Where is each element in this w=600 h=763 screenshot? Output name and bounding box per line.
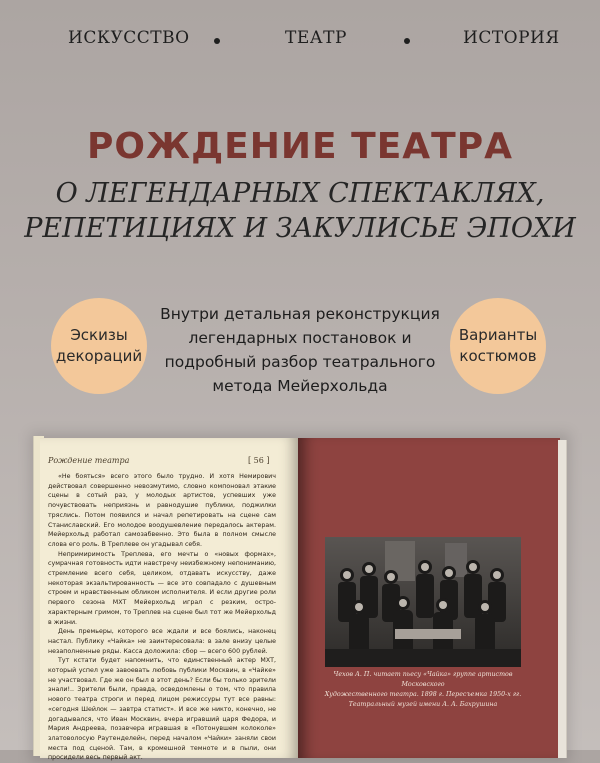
page-number: [ 56 ] — [248, 456, 270, 465]
book-right-edge — [558, 440, 567, 758]
paragraph: Непримиримость Треплева, его мечты о «новых формах», сумрачная готовность идти навстречу неизбежному непониманию, стремление всего себя, целиком, отдавать искусству, даже некоторая экзальтированность — все это совпадало с душевным строем и нравственным обликом исполнителя. И если другие роли первого сезона МХТ Мейерхольд играл с резким, остро-характерным гримом, то Треплев на сцене был тот же Мейерхольд в жизни. — [48, 550, 276, 626]
photo-caption — [322, 670, 524, 710]
description — [160, 302, 440, 398]
badge-line: Варианты — [458, 326, 538, 344]
description-line: подробный разбор театрального — [164, 353, 436, 371]
caption-line: Художественного театра. 1898 г. Пересъемка 1950-х гг. — [324, 691, 522, 698]
description-line: легендарных постановок и — [188, 329, 412, 347]
badge-line: декораций — [55, 347, 143, 365]
paragraph: Тут кстати будет напомнить, что единственный актер МХТ, который успел уже завоевать любовь публики Москвин, в «Чайке» не участвовал. Где же он был в этот день? Если бы только зрители знали!.. Зрители были, правда, осведомлены о том, что правила нового театра строги и перед лицом режиссуры тут все равны: «сегодня Шейлок — завтра статист». И все же никто, конечно, не догадывался, что Иван Москвин, вчера игравший царя Федора, и Мария Андреева, позавчера игравшая в «Потонувшем колоколе» златоволосую Раутенделейн, перед началом «Чайки» заняли свои места под сценой. Там, в кромешной темноте и в пыли, они просидели весь первый акт. — [48, 657, 276, 762]
book-body-text — [48, 472, 276, 763]
nav-item-art[interactable]: ИСКУССТВО — [68, 28, 190, 48]
description-line: метода Мейерхольда — [212, 377, 388, 395]
nav-item-theatre[interactable]: ТЕАТР — [285, 28, 347, 48]
nav-item-history[interactable]: ИСТОРИЯ — [463, 28, 560, 48]
running-header: Рождение театра — [48, 456, 130, 465]
photo-illustration — [325, 537, 521, 667]
badge-set-sketches — [51, 298, 147, 394]
description-line: Внутри детальная реконструкция — [160, 305, 440, 323]
historical-group-photo — [325, 537, 521, 667]
page-title: РОЖДЕНИЕ ТЕАТРА — [87, 126, 513, 167]
badge-line: костюмов — [459, 347, 537, 365]
badge-line: Эскизы — [70, 326, 128, 344]
nav-separator-dot — [214, 38, 220, 44]
subtitle-line-2: РЕПЕТИЦИЯХ И ЗАКУЛИСЬЕ ЭПОХИ — [24, 213, 576, 244]
paragraph: День премьеры, которого все ждали и все боялись, наконец настал. Публику «Чайка» не заинтересовала: в зале внизу целые незаполненные ряды. Касса доложила: сбор — всего 600 рублей. — [48, 628, 276, 655]
badge-costume-variants — [450, 298, 546, 394]
nav-separator-dot — [404, 38, 410, 44]
subtitle-line-1: О ЛЕГЕНДАРНЫХ СПЕКТАКЛЯХ, — [55, 178, 545, 209]
top-navigation — [0, 28, 600, 58]
caption-line: Чехов А. П. читает пьесу «Чайка» группе артистов Московского — [333, 671, 513, 688]
paragraph: «Не бояться» всего этого было трудно. И хотя Немирович действовал совершенно невозмутимо, словно компоновал этакие сцены в сотый раз, у молодых артистов, успевших уже почувствовать неприязнь и равнодушие публики, поджилки тряслись. Потом появился и начал репетировать на сцене сам Станиславский. Его молодое воодушевление передалось актерам. Мейерхольд работал самозабвенно. Это была в полном смысле слова его роль. В Треплеве он угадывал себя. — [48, 473, 276, 548]
caption-line: Театральный музей имени А. А. Бахрушина — [348, 701, 498, 708]
